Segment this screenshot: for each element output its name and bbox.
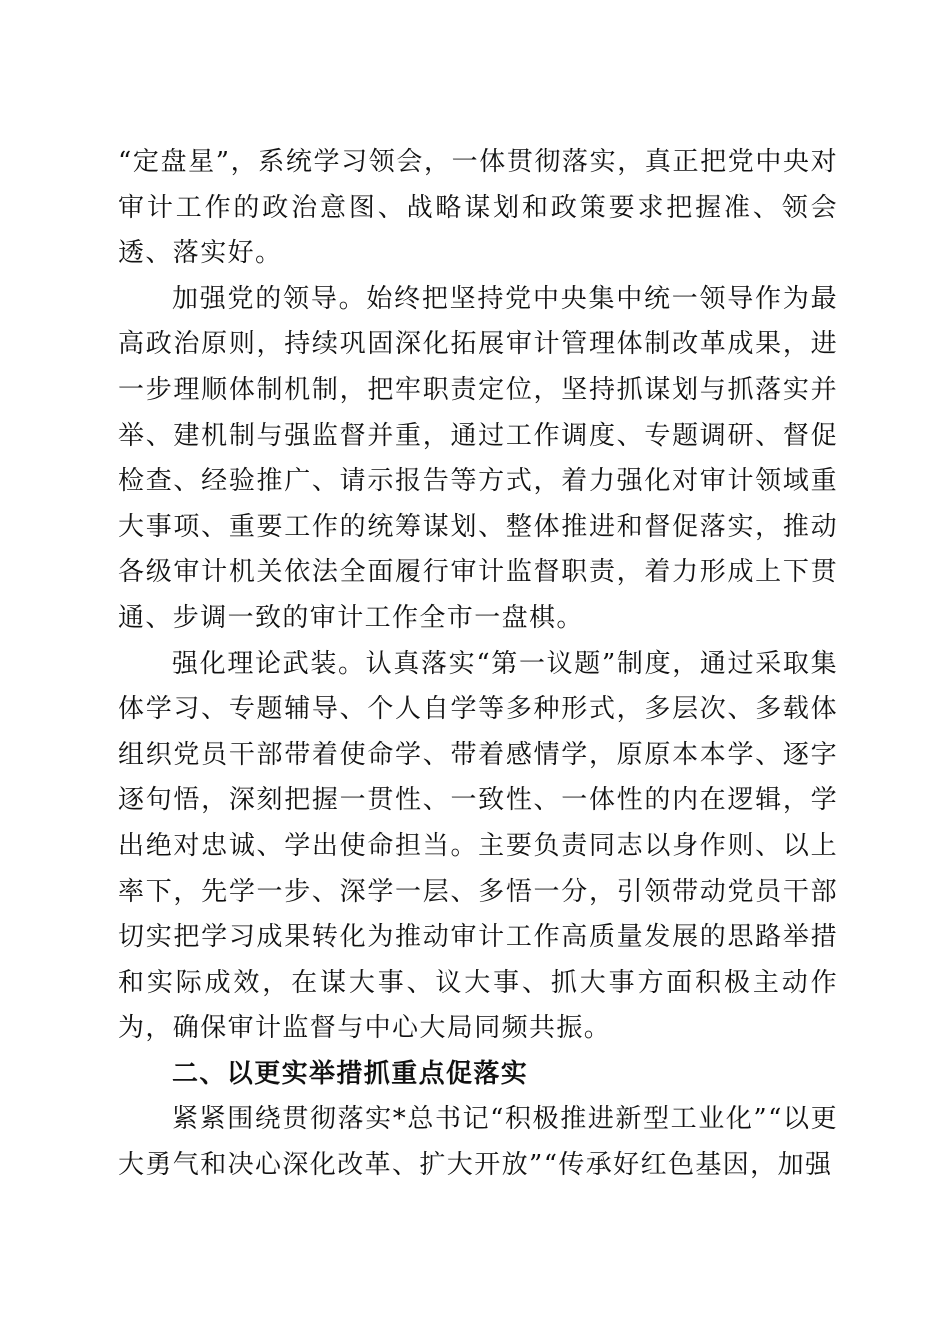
document-body	[118, 140, 838, 1189]
paragraph-closing: 紧紧围绕贯彻落实*总书记“积极推进新型工业化”“以更大勇气和决心深化改革、扩大开放”“传承好红色基因，加强	[118, 1104, 838, 1181]
section-heading: 二、以更实举措抓重点促落实	[172, 1058, 529, 1089]
paragraph-continuation: “定盘星”，系统学习领会，一体贯彻落实，真正把党中央对审计工作的政治意图、战略谋划和政策要求把握准、领会透、落实好。	[118, 147, 838, 269]
paragraph-theory-arming: 强化理论武装。认真落实“第一议题”制度，通过采取集体学习、专题辅导、个人自学等多种形式，多层次、多载体组织党员干部带着使命学、带着感情学，原原本本学、逐字逐句悟，深刻把握一贯性、一致性、一体性的内在逻辑，学出绝对忠诚、学出使命担当。主要负责同志以身作则、以上率下，先学一步、深学一层、多悟一分，引领带动党员干部切实把学习成果转化为推动审计工作高质量发展的思路举措和实际成效，在谋大事、议大事、抓大事方面积极主动作为，确保审计监督与中心大局同频共振。	[118, 648, 838, 1044]
paragraph-party-leadership: 加强党的领导。始终把坚持党中央集中统一领导作为最高政治原则，持续巩固深化拓展审计管理体制改革成果，进一步理顺体制机制，把牢职责定位，坚持抓谋划与抓落实并举、建机制与强监督并重，通过工作调度、专题调研、督促检查、经验推广、请示报告等方式，着力强化对审计领域重大事项、重要工作的统筹谋划、整体推进和督促落实，推动各级审计机关依法全面履行审计监督职责，着力形成上下贯通、步调一致的审计工作全市一盘棋。	[118, 283, 838, 633]
